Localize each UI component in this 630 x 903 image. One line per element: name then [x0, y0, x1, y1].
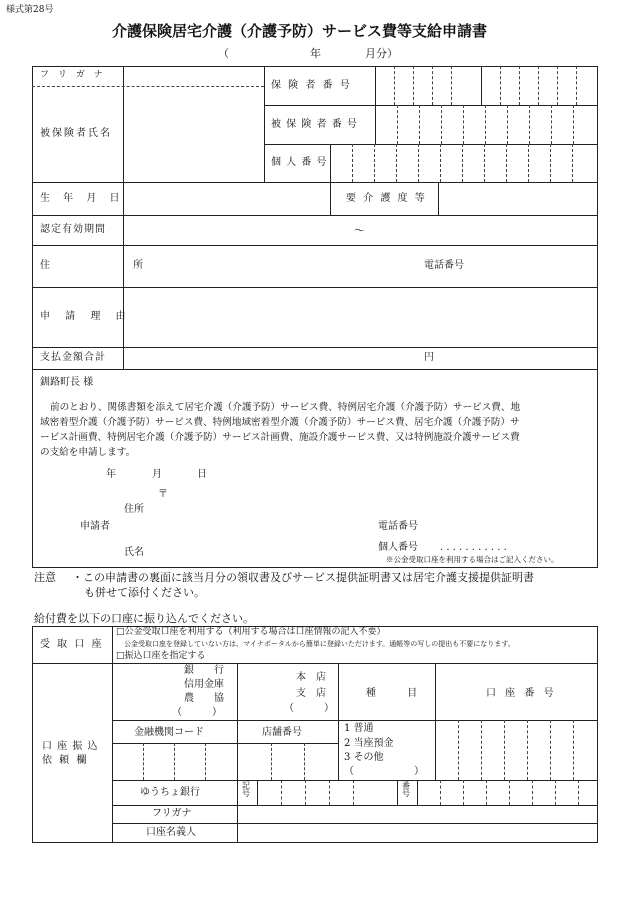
addressee: 釧路町長 様: [40, 377, 94, 388]
bank-intro: 給付費を以下の口座に振り込んでください。: [34, 612, 254, 625]
applicant-personal-number-label: 個人番号: [378, 542, 418, 553]
branch-type-paren: （ ）: [284, 703, 334, 714]
kind-other[interactable]: 3 その他: [344, 752, 384, 763]
account-number-field[interactable]: [436, 721, 597, 779]
reason-label: 申 請 理 由: [40, 311, 132, 322]
bank-furigana-label: フリガナ: [152, 808, 192, 819]
care-level-label: 要 介 護 度 等: [346, 193, 427, 204]
applicant-personal-number-dots: . . . . . . . . . . .: [440, 542, 507, 553]
applicant-personal-number-note: ※公金受取口座を利用する場合はご記入ください。: [386, 555, 559, 564]
branch-code-label: 店舗番号: [262, 727, 302, 738]
birth-date-label: 生 年 月 日: [40, 193, 125, 204]
care-level-field[interactable]: [439, 183, 597, 214]
form-number: 様式第28号: [6, 5, 54, 15]
notice-label: 注意: [34, 571, 56, 584]
account-holder-field[interactable]: [238, 824, 597, 842]
furigana-field[interactable]: [124, 67, 263, 85]
address-field[interactable]: [124, 246, 414, 286]
body-line-2: 域密着型介護（介護予防）サービス費、特例地域密着型介護（介護予防）サービス費、居宅介護（介護予防）サ: [40, 417, 520, 428]
account-number-header: 口 座 番 号: [486, 688, 557, 699]
reason-field[interactable]: [124, 288, 597, 346]
date-year: 年: [106, 469, 116, 480]
applicant-label: 申請者: [80, 521, 110, 532]
transfer-account-option[interactable]: □振込口座を指定する: [116, 651, 206, 661]
bank-type-shinkin: 信用金庫: [184, 679, 224, 690]
receive-account-label: 受 取 口 座: [40, 639, 104, 650]
transfer-label-2: 依 頼 欄: [42, 755, 89, 766]
period-year: 年: [310, 47, 321, 60]
personal-number-field[interactable]: [331, 145, 597, 181]
yen-label: 円: [424, 352, 434, 363]
body-line-1: 前のとおり、関係書類を添えて居宅介護（介護予防）サービス費、特例居宅介護（介護予防）サービス費、地: [50, 402, 521, 413]
total-field[interactable]: [124, 348, 414, 368]
cert-period-label: 認定有効期間: [40, 224, 106, 235]
bank-type-bank: 銀 行: [184, 665, 224, 676]
branch-type-main: 本 店: [296, 672, 326, 683]
bank-type-nokyo: 農 協: [184, 693, 224, 704]
insurer-number-label: 保 険 者 番 号: [271, 80, 352, 91]
holder-furigana-field[interactable]: [238, 806, 597, 822]
bank-code-label: 金融機関コード: [134, 727, 204, 738]
applicant-address-field[interactable]: [150, 500, 370, 516]
kind-header: 種 目: [366, 688, 432, 699]
applicant-address-label: 住所: [124, 504, 144, 515]
notice-line-2: も併せて添付ください。: [84, 586, 205, 599]
furigana-label: フ リ ガ ナ: [40, 70, 106, 80]
public-account-note: 公金受取口座を登録していない方は、マイナポータルから簡単に登録いただけます。通帳等の写しの提出も不要になります。: [124, 640, 515, 648]
cert-period-field[interactable]: [124, 216, 597, 244]
insured-number-field[interactable]: [376, 106, 597, 143]
insured-name-field[interactable]: [124, 87, 263, 181]
form-title: 介護保険居宅介護（介護予防）サービス費等支給申請書: [112, 22, 488, 40]
date-month: 月: [152, 469, 162, 480]
period-open: （: [218, 47, 229, 60]
body-line-4: の支給を申請します。: [40, 447, 136, 458]
branch-name-field[interactable]: [238, 664, 293, 719]
applicant-name-label: 氏名: [124, 547, 144, 558]
account-holder-label: 口座名義人: [146, 827, 196, 838]
kind-other-paren: （ ）: [344, 766, 424, 777]
address-label: 住 所: [40, 260, 184, 271]
insured-name-label: 被保険者氏名: [40, 128, 112, 139]
insurer-number-field[interactable]: [376, 67, 597, 104]
kind-current[interactable]: 2 当座預金: [344, 738, 394, 749]
kigou-label: 記号: [242, 781, 250, 798]
postal-mark: 〒: [158, 489, 168, 500]
date-day: 日: [197, 469, 207, 480]
notice-line-1: ・この申請書の裏面に該当月分の領収書及びサービス提供証明書又は居宅介護支援提供証明書: [72, 571, 534, 584]
transfer-label-1: 口 座 振 込: [42, 741, 99, 752]
bank-type-paren: （ ）: [172, 707, 222, 718]
applicant-phone-field[interactable]: [430, 518, 590, 534]
personal-number-label: 個 人 番 号: [271, 157, 328, 168]
kind-ordinary[interactable]: 1 普通: [344, 723, 374, 734]
public-account-option[interactable]: □公金受取口座を利用する（利用する場合は口座情報の記入不要）: [116, 627, 386, 637]
birth-date-field[interactable]: [124, 183, 329, 214]
period-month: 月分）: [365, 47, 398, 60]
total-label: 支払金額合計: [40, 352, 106, 363]
body-line-3: ービス計画費、特例居宅介護（介護予防）サービス計画費、施設介護サービス費、又は特例施設介護サービス費: [40, 432, 520, 443]
applicant-phone-label: 電話番号: [378, 521, 418, 532]
bangou-label: 番号: [402, 781, 410, 798]
phone-label: 電話番号: [424, 260, 464, 271]
applicant-name-field[interactable]: [150, 542, 370, 558]
yucho-label: ゆうちょ銀行: [140, 787, 200, 798]
bank-name-field[interactable]: [113, 664, 173, 719]
phone-field[interactable]: [470, 246, 597, 286]
branch-type-branch: 支 店: [296, 688, 326, 699]
insured-number-label: 被 保 険 者 番 号: [271, 119, 358, 130]
cert-period-tilde: 〜: [354, 224, 365, 237]
